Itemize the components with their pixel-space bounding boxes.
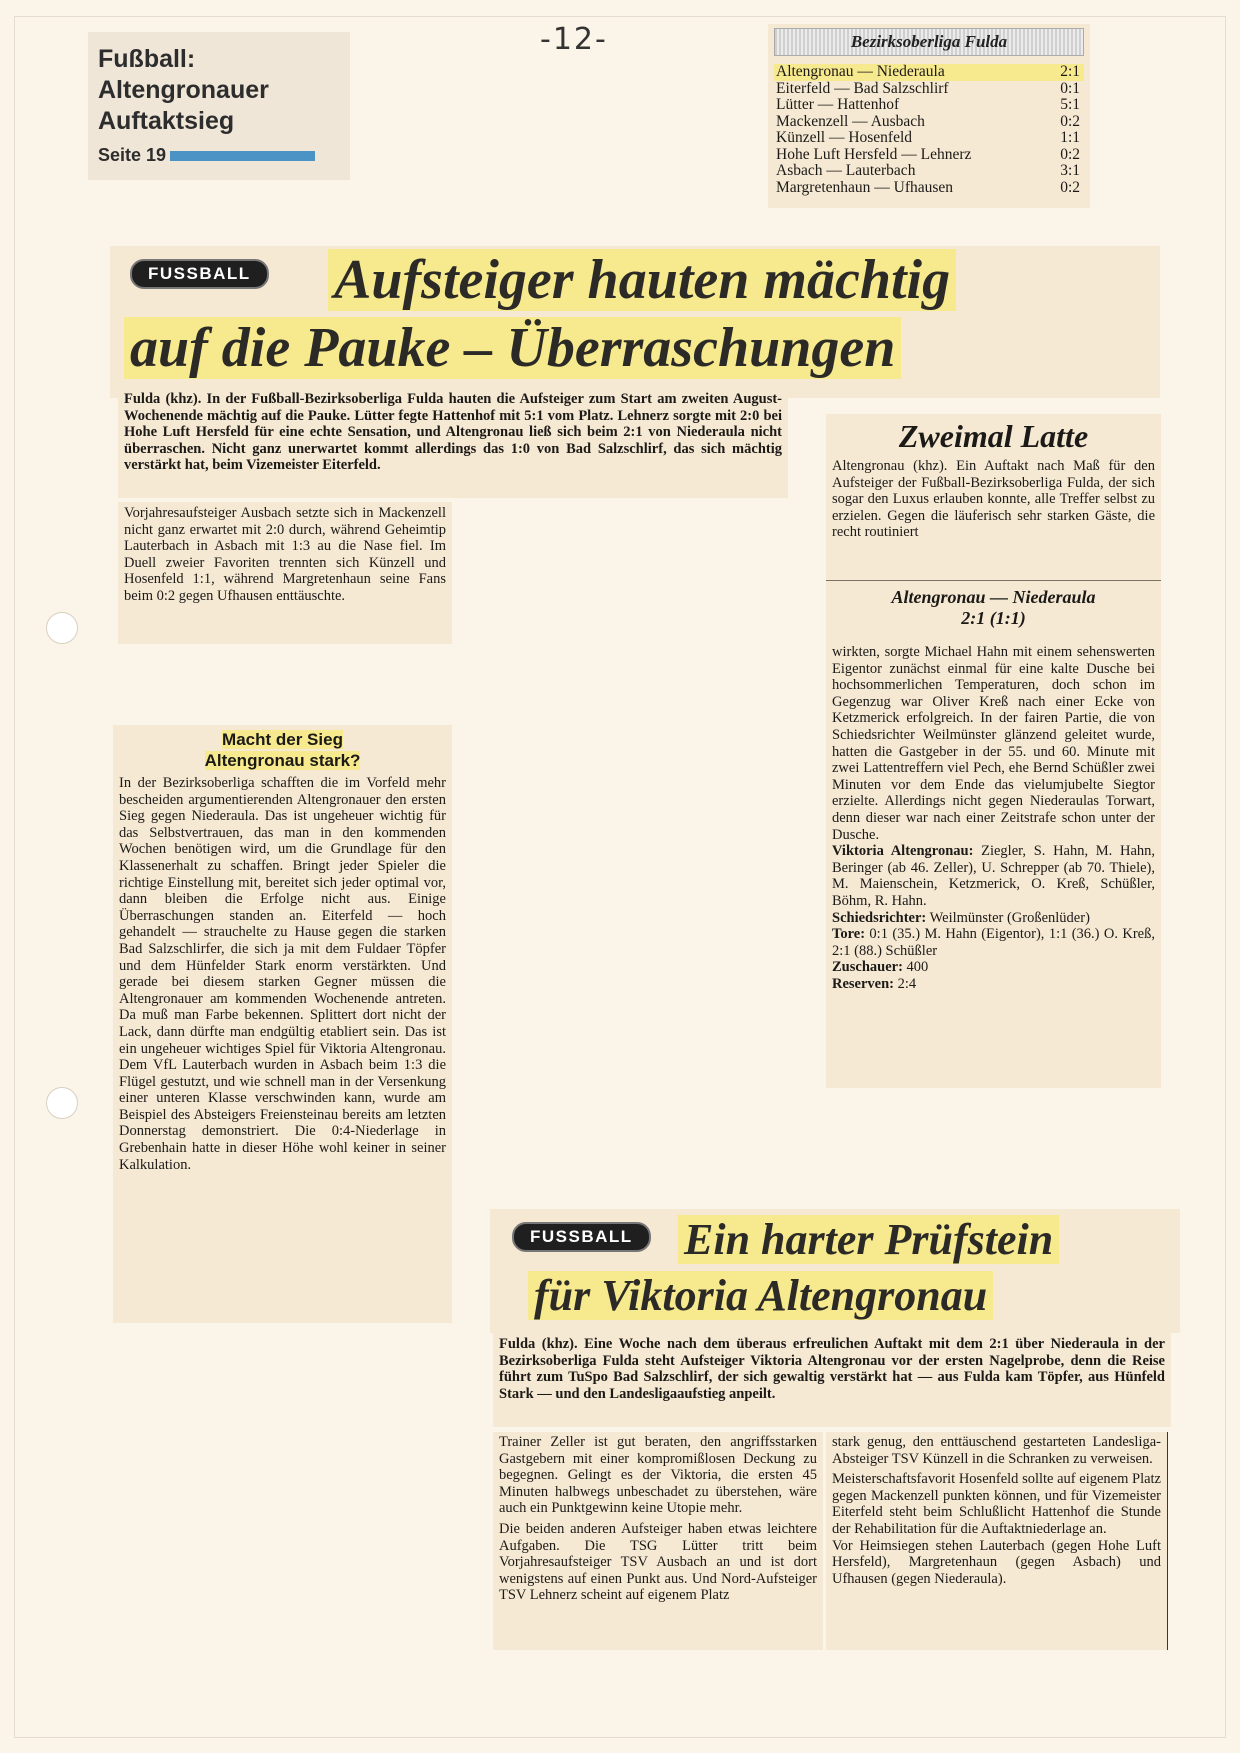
teaser-title: Fußball: Altengronauer Auftaktsieg	[98, 45, 269, 135]
results-row	[774, 114, 1084, 131]
comment-title: Macht der Sieg Altengronau stark?	[204, 730, 361, 770]
results-row	[774, 81, 1084, 98]
latte-match-box: Altengronau — Niederaula 2:1 (1:1)	[826, 580, 1161, 656]
article2-category-badge: FUSSBALL	[512, 1222, 651, 1252]
results-match: Lütter — Hattenhof	[776, 96, 900, 113]
article2-col1-p2: Die beiden anderen Aufsteiger haben etwas leichtere Aufgaben. Die TSG Lütter tritt beim Vorjahresaufsteiger TSV Ausbach an und ist dort wenigstens auf einen Punkt aus. Und Nord-Aufsteiger TSV Lehnerz scheint auf eigenem Platz	[499, 1520, 817, 1604]
results-match: Eiterfeld — Bad Salzschlirf	[776, 79, 949, 97]
latte-body: wirkten, sorgte Michael Hahn mit einem sehenswerten Eigentor zunächst einmal für eine kalte Dusche bei hochsommerlichen Temperaturen, doch schon im Gegenzug war Oliver Kreß nach einer Ecke von Ketzmerick erfolgreich. In der fairen Partie, die von Schiedsrichter Weilmünster glänzend geleitet wurde, hatten die Gastgeber in der 55. und 60. Minute mit zwei Lattentreffern viel Pech, ehe Bernd Schüßler zwei Minuten vor dem Ende das vielumjubelte Siegtor erzielte. Allerdings nicht gegen Niederaulas Torwart, denn dieser war nach einer Zeitstrafe schon unter der Dusche.	[832, 644, 1155, 843]
latte-title: Zweimal Latte	[898, 418, 1089, 454]
teaser-box	[88, 32, 350, 180]
article1-body-clip	[118, 502, 452, 644]
article1-body: Vorjahresaufsteiger Ausbach setzte sich in Mackenzell nicht ganz erwartet mit 2:0 durch, während Geheimtip Lauterbach in Asbach mit 1:3 au die Nase fiel. Im Duell zweier Favoriten trennten sich Künzell und Hosenfeld 1:1, während Margretenhaun seine Fans beim 0:2 gegen Ufhausen enttäuschte.	[124, 505, 446, 604]
article2-col2-p3: Vor Heimsiegen stehen Lauterbach (gegen Hohe Luft Hersfeld), Margretenhaun (gegen Asbach) und Ufhausen (gegen Niederaula).	[832, 1537, 1161, 1587]
accent-bar	[170, 151, 315, 161]
results-score: 1:1	[1060, 129, 1080, 146]
results-row	[774, 147, 1084, 164]
latte-reserves: Reserven: 2:4	[832, 975, 917, 992]
teaser-page-ref: Seite 19	[98, 145, 340, 166]
article1-headline-line2: auf die Pauke – Überraschungen	[124, 316, 901, 380]
results-score: 0:2	[1060, 112, 1080, 130]
results-row	[774, 180, 1084, 197]
results-row	[774, 130, 1084, 147]
article2-col1	[493, 1432, 823, 1650]
article2-headline-line1: Ein harter Prüfstein	[678, 1214, 1059, 1266]
article2-col2-p2: Meisterschaftsfavorit Hosenfeld sollte auf eigenem Platz gegen Mackenzell punkten können, und für Vizemeister Eiterfeld steht beim Schlußlicht Hattenhof die Stunde der Rehabilitation für die Auftaktniederlage an.	[832, 1471, 1161, 1537]
results-match: Hohe Luft Hersfeld — Lehnerz	[776, 145, 972, 163]
results-score: 5:1	[1060, 96, 1080, 113]
results-score: 3:1	[1060, 162, 1080, 179]
article2-lead-clip	[493, 1333, 1171, 1427]
results-score: 0:2	[1060, 178, 1080, 196]
results-score: 2:1	[1060, 63, 1080, 80]
latte-intro-clip	[826, 414, 1161, 584]
results-match: Altengronau — Niederaula	[776, 63, 945, 80]
article2-headline-line2: für Viktoria Altengronau	[528, 1270, 993, 1322]
article2-col2-p1: stark genug, den enttäuschend gestarteten Landesliga-Absteiger TSV Künzell in die Schranken zu verweisen.	[832, 1434, 1161, 1467]
latte-intro: Altengronau (khz). Ein Auftakt nach Maß für den Aufsteiger der Fußball-Bezirksoberliga Fulda, der sich sogar den Luxus erlauben konnte, alle Treffer selbst zu erzielen. Gegen die läuferisch sehr starken Gäste, die recht routiniert	[832, 458, 1155, 541]
results-match: Asbach — Lauterbach	[776, 162, 916, 179]
article2-lead: Fulda (khz). Eine Woche nach dem überaus erfreulichen Auftakt mit dem 2:1 über Niederaula in der Bezirksoberliga Fulda steht Aufsteiger Viktoria Altengronau vor der ersten Nagelprobe, denn die Reise führt zum TuSpo Bad Salzschlirf, der sich gewaltig verstärkt hat — aus Fulda kam Töpfer, aus Hünfeld Stark — und den Landesligaaufstieg anpeilt.	[499, 1336, 1165, 1402]
latte-referee: Schiedsrichter: Weilmünster (Großenlüder)	[832, 909, 1090, 926]
punch-hole-upper	[46, 612, 78, 644]
latte-spectators: Zuschauer: 400	[832, 959, 929, 976]
article2-col1-p1: Trainer Zeller ist gut beraten, den angriffsstarken Gastgebern mit einer kompromißlosen Deckung zu begegnen. Gelingt es der Viktoria, die ersten 45 Minuten halbwegs unbeschadet zu überstehen, wäre auch ein Punktgewinn keine Utopie mehr.	[499, 1434, 817, 1517]
latte-goals: Tore: 0:1 (35.) M. Hahn (Eigentor), 1:1 (36.) O. Kreß, 2:1 (88.) Schüßler	[832, 926, 1155, 959]
latte-lineup: Viktoria Altengronau: Ziegler, S. Hahn, M. Hahn, Beringer (ab 46. Zeller), U. Schrepper (ab 70. Thiele), M. Maienschein, Ketzmerick, O. Kreß, Schüßler, Böhm, R. Hahn.	[832, 843, 1156, 909]
article2-col2	[826, 1432, 1168, 1650]
results-match: Mackenzell — Ausbach	[776, 112, 925, 130]
results-row	[774, 163, 1084, 180]
punch-hole-lower	[46, 1087, 78, 1119]
page-number: -12-	[540, 22, 608, 57]
article1-headline-line1: Aufsteiger hauten mächtig	[328, 248, 956, 312]
article1-lead: Fulda (khz). In der Fußball-Bezirksoberliga Fulda hauten die Aufsteiger zum Start am zweiten August-Wochenende mächtig auf die Pauke. Lütter fegte Hattenhof mit 5:1 vom Platz. Lehnerz sorgte mit 2:0 bei Hohe Luft Hersfeld für eine echte Sensation, und Altengronau ließ sich beim 2:1 von Niederaula nicht überraschen. Nicht ganz unerwartet kommt allerdings das 1:0 von Bad Salzschlirf, das sich mächtig verstärkt hat, beim Vizemeister Eiterfeld.	[124, 391, 782, 474]
results-row	[774, 97, 1084, 114]
results-score: 0:1	[1060, 79, 1080, 97]
results-row	[774, 64, 1084, 81]
comment-clip	[113, 725, 452, 1323]
latte-body-clip	[826, 640, 1161, 1088]
results-match: Künzell — Hosenfeld	[776, 129, 913, 146]
results-match: Margretenhaun — Ufhausen	[776, 178, 954, 196]
results-title: Bezirksoberliga Fulda	[774, 28, 1084, 56]
results-box	[768, 24, 1090, 208]
article1-category-badge: FUSSBALL	[130, 259, 269, 289]
article1-lead-clip	[118, 388, 788, 498]
results-list	[774, 64, 1084, 196]
results-score: 0:2	[1060, 145, 1080, 163]
comment-body: In der Bezirksoberliga schafften die im Vorfeld mehr bescheiden argumentierenden Altengronauer den ersten Sieg gegen Niederaula. Das ist ungeheuer wichtig für das Selbstvertrauen, das man in den kommenden Wochen benötigen wird, um die Grundlage für den Klassenerhalt zu schaffen. Bringt jeder Spieler die richtige Einstellung mit, bereitet sich jeder optimal vor, dann bleiben die Erfolge nicht aus. Einige Überraschungen standen an. Eiterfeld — hoch gehandelt — strauchelte zu Hause gegen die starken Bad Salzschlirfer, die sich ja mit dem Fuldaer Töpfer und dem Hünfelder Stark enorm verstärkten. Und gerade bei diesem starken Gegner müssen die Altengronauer am kommenden Wochenende antreten. Da muß man Farbe bekennen. Splittert dort nicht der Lack, dann dürfte man endgültig etabliert sein. Das ist ein ungeheuer wichtiges Spiel für Viktoria Altengronau. Dem VfL Lauterbach wurden in Asbach beim 1:3 die Flügel gestutzt, und wie schnell man in der Versenkung einer unteren Klasse verschwinden kann, wurde am Beispiel des Absteigers Freiensteinau bereits am letzten Donnerstag demonstriert. Die 0:4-Niederlage in Grebenhain hatte in dieser Höhe wohl keiner in seiner Kalkulation.	[119, 775, 446, 1173]
